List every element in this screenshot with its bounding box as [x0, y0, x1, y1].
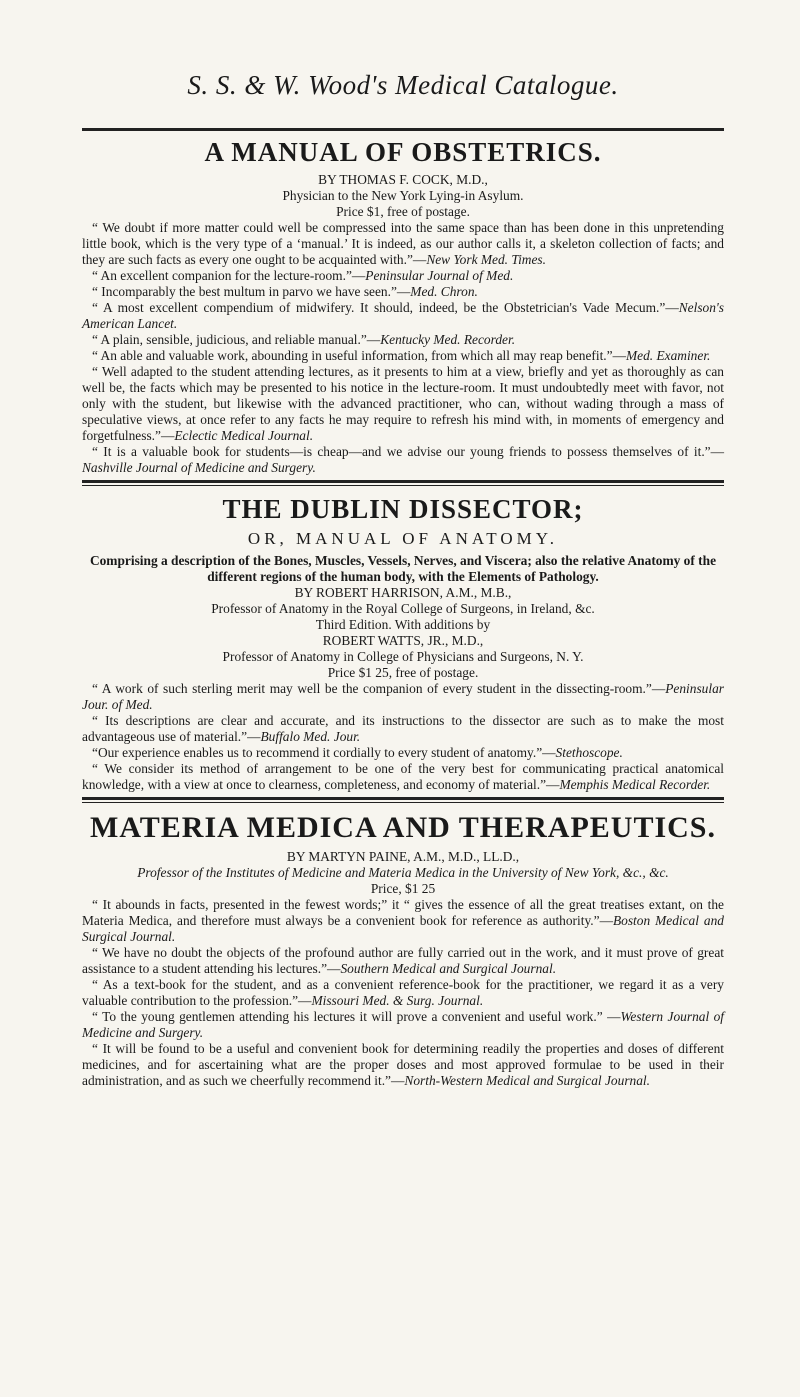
- review-source: Peninsular Journal of Med.: [365, 268, 514, 283]
- review-source: Kentucky Med. Recorder.: [380, 332, 516, 347]
- book-price: Price $1 25, free of postage.: [327, 665, 479, 680]
- review-source: New York Med. Times.: [426, 252, 546, 267]
- review-quote: [82, 332, 724, 348]
- review-text: “ Well adapted to the student attending lectures, as it presents to him at a view, briefly and yet as thoroughly as can well be, the facts which may be presented to his notice in the lecture-room. It must undoubtedly meet with favor, not only with the student, but likewise with the advanced practitioner, who can, without wading through a mass of speculative views, at once refer to any facts he may require to refresh his mind with, in moments of emergency and forgetfulness.”—: [82, 364, 724, 443]
- review-list: [82, 897, 724, 1089]
- review-quote: [82, 977, 724, 1009]
- review-source: Memphis Medical Recorder.: [559, 777, 711, 792]
- divider: [82, 797, 724, 803]
- review-text: “ We consider its method of arrangement to be one of the very best for communicating practical anatomical knowledge, with a view at once to clearness, completeness, and economy of material.”—: [82, 761, 724, 792]
- review-text: “ An excellent companion for the lecture-room.”—: [92, 268, 366, 283]
- divider: [82, 128, 724, 131]
- review-source: Buffalo Med. Jour.: [260, 729, 361, 744]
- book-title: THE DUBLIN DISSECTOR;: [222, 494, 584, 524]
- review-text: “ Incomparably the best multum in parvo we have seen.”—: [92, 284, 411, 299]
- review-list: [82, 681, 724, 793]
- book-author-position: Professor of the Institutes of Medicine and Materia Medica in the University of New York, &c., &c.: [137, 865, 669, 880]
- review-source: Peninsular Jour. of Med.: [82, 681, 724, 712]
- book-author-position: Professor of Anatomy in the Royal College of Surgeons, in Ireland, &c.: [211, 601, 595, 616]
- review-source: Nelson's American Lancet.: [82, 300, 724, 331]
- book-subtitle: OR, MANUAL OF ANATOMY.: [247, 529, 559, 548]
- book-title: A MANUAL OF OBSTETRICS.: [204, 137, 602, 167]
- review-quote: [82, 364, 724, 444]
- book-editor-position: Professor of Anatomy in College of Physicians and Surgeons, N. Y.: [222, 649, 584, 664]
- review-quote: [82, 945, 724, 977]
- review-list: [82, 220, 724, 476]
- review-text: “ We doubt if more matter could well be compressed into the same space than has been done in this unpretending little book, which is the very type of a ‘manual.’ It is indeed, as our author calls it, a skeleton collection of facts; and they are such facts as every one ought to be acquainted with.”—: [82, 220, 724, 267]
- review-quote: [82, 268, 724, 284]
- book-description: Comprising a description of the Bones, Muscles, Vessels, Nerves, and Viscera; also the relative Anatomy of the different regions of the human body, with the Elements of Pathology.: [89, 553, 717, 584]
- review-quote: [82, 761, 724, 793]
- review-source: Med. Examiner.: [625, 348, 711, 363]
- review-quote: [82, 348, 724, 364]
- review-text: “ It will be found to be a useful and convenient book for determining readily the properties and doses of different medicines, and for ascertaining what are the proper doses and most approved formulae to be used in their administration, and as such we cheerfully recommend it.”—: [82, 1041, 724, 1088]
- review-text: “ As a text-book for the student, and as a convenient reference-book for the practitioner, we regard it as a very valuable contribution to the profession.”—: [82, 977, 724, 1008]
- review-text: “ A plain, sensible, judicious, and reliable manual.”—: [92, 332, 381, 347]
- book-dublin-dissector: [82, 494, 724, 793]
- book-author: BY MARTYN PAINE, A.M., M.D., LL.D.,: [286, 849, 520, 864]
- review-quote: [82, 745, 724, 761]
- review-text: “ It abounds in facts, presented in the fewest words;” it “ gives the essence of all the great treatises extant, on the Materia Medica, and therefore must always be a convenient book for reference as authority.”—: [82, 897, 724, 928]
- review-quote: [82, 897, 724, 945]
- review-source: Southern Medical and Surgical Journal.: [340, 961, 557, 976]
- review-text: “ We have no doubt the objects of the profound author are fully carried out in the work, and it must prove of great assistance to a student attending his lectures.”—: [82, 945, 724, 976]
- review-text: “ A work of such sterling merit may well be the companion of every student in the dissecting-room.”—: [92, 681, 666, 696]
- book-edition: Third Edition. With additions by: [315, 617, 491, 632]
- review-text: “ An able and valuable work, abounding in useful information, from which all may reap benefit.”—: [92, 348, 626, 363]
- review-quote: [82, 300, 724, 332]
- review-text: “ A most excellent compendium of midwifery. It should, indeed, be the Obstetrician's Vade Mecum.”—: [92, 300, 679, 315]
- book-price: Price $1, free of postage.: [336, 204, 470, 219]
- book-title: MATERIA MEDICA AND THERAPEUTICS.: [90, 811, 716, 844]
- book-price: Price, $1 25: [370, 881, 436, 896]
- review-source: Western Journal of Medicine and Surgery.: [82, 1009, 724, 1040]
- book-author: BY THOMAS F. COCK, M.D.,: [318, 172, 488, 187]
- review-quote: [82, 713, 724, 745]
- review-source: Stethoscope.: [555, 745, 623, 760]
- review-quote: [82, 681, 724, 713]
- review-quote: [82, 220, 724, 268]
- book-author: BY ROBERT HARRISON, A.M., M.B.,: [294, 585, 512, 600]
- running-head: S. S. & W. Wood's Medical Catalogue.: [187, 70, 619, 100]
- book-materia-medica: [82, 811, 724, 1089]
- review-text: “ Its descriptions are clear and accurate, and its instructions to the dissector are such as to make the most advantageous use of material.”—: [82, 713, 724, 744]
- review-source: Med. Chron.: [410, 284, 478, 299]
- review-text: “Our experience enables us to recommend it cordially to every student of anatomy.”—: [92, 745, 556, 760]
- review-source: Nashville Journal of Medicine and Surgery.: [82, 460, 316, 475]
- review-source: North-Western Medical and Surgical Journal.: [404, 1073, 650, 1088]
- book-obstetrics: [82, 137, 724, 476]
- review-quote: [82, 1009, 724, 1041]
- book-author-position: Physician to the New York Lying-in Asylum.: [282, 188, 524, 203]
- review-quote: [82, 1041, 724, 1089]
- review-source: Missouri Med. & Surg. Journal.: [311, 993, 484, 1008]
- review-quote: [82, 444, 724, 476]
- divider: [82, 480, 724, 486]
- review-quote: [82, 284, 724, 300]
- review-text: “ It is a valuable book for students—is cheap—and we advise our young friends to possess themselves of it.”—: [92, 444, 724, 459]
- review-source: Boston Medical and Surgical Journal.: [82, 913, 724, 944]
- book-editor: ROBERT WATTS, JR., M.D.,: [322, 633, 484, 648]
- review-text: “ To the young gentlemen attending his lectures it will prove a convenient and useful work.” —: [92, 1009, 621, 1024]
- review-source: Eclectic Medical Journal.: [174, 428, 314, 443]
